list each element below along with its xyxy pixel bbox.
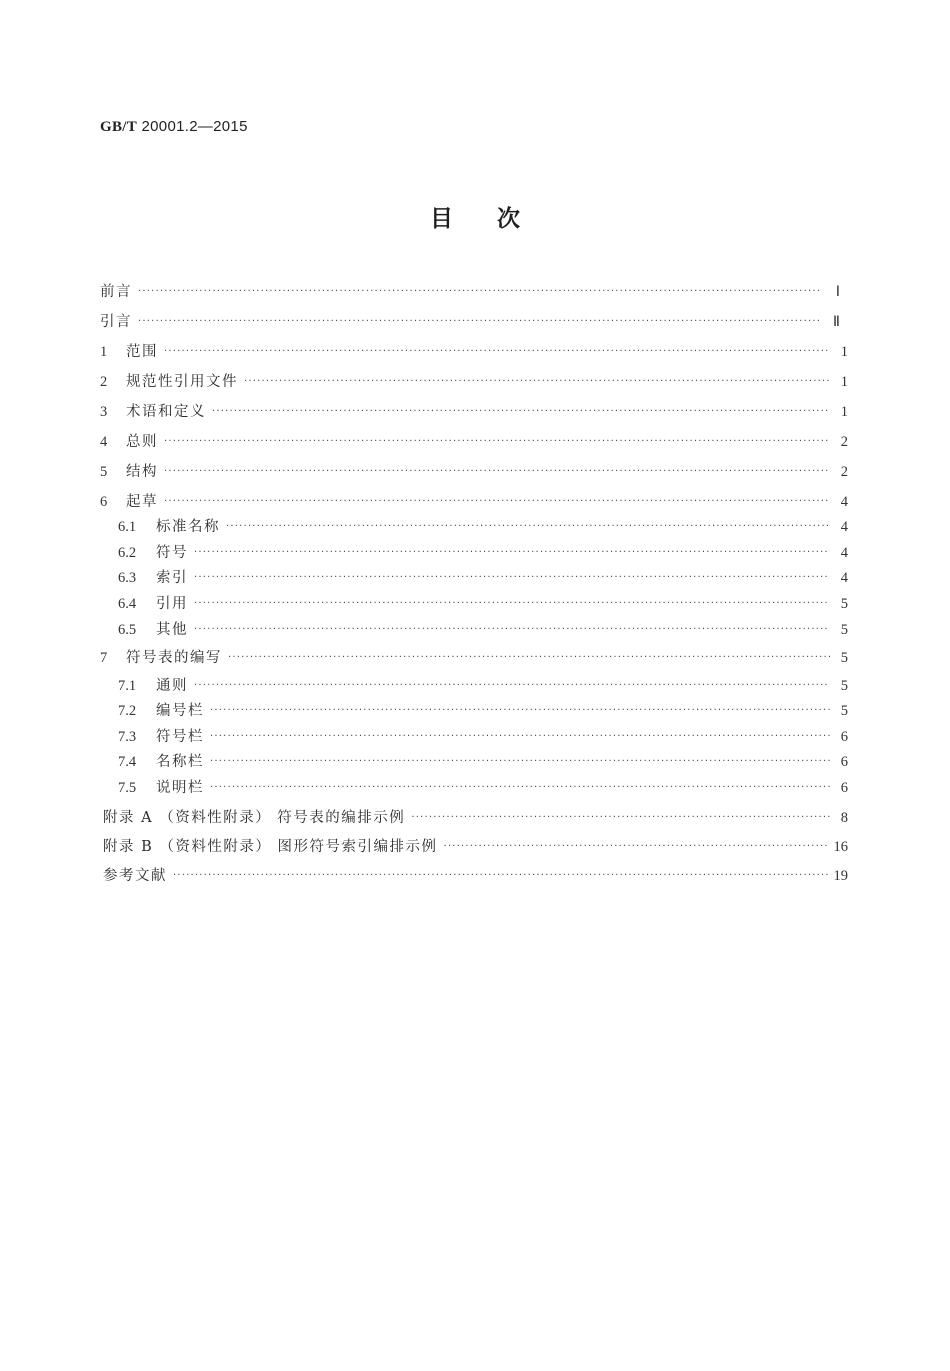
toc-section-number: 6.2: [118, 545, 137, 561]
toc-page-number: 6: [840, 754, 848, 770]
toc-entry-7-1[interactable]: [118, 677, 848, 695]
toc-entry-text: 引言: [100, 314, 132, 330]
toc-entry-text: 结构: [126, 464, 158, 480]
toc-entry-text: 符号栏: [156, 729, 204, 745]
toc-dot-leader: [244, 373, 830, 391]
toc-dot-leader: [173, 867, 828, 885]
toc-section-number: 6.3: [118, 570, 137, 586]
toc-dot-leader: [194, 544, 830, 562]
toc-section-number: 6.4: [118, 596, 137, 612]
toc-page-number: 5: [840, 622, 848, 638]
toc-entry-7-2[interactable]: [118, 702, 848, 720]
toc-entry-3[interactable]: [100, 403, 848, 421]
toc-page-number: 5: [840, 650, 848, 666]
toc-section-number: 6.1: [118, 519, 137, 535]
toc-entry-text: 说明栏: [156, 780, 204, 796]
toc-page-number: 16: [833, 839, 848, 855]
toc-entry-text: 范围: [126, 344, 158, 360]
toc-section-number: 7.1: [118, 678, 137, 694]
toc-entry-7-5[interactable]: [118, 779, 848, 797]
toc-entry-7[interactable]: [100, 649, 848, 667]
toc-entry-text: 符号: [156, 545, 188, 561]
toc-dot-leader: [210, 779, 830, 797]
toc-entry-text: 通则: [156, 678, 188, 694]
toc-section-number: 5: [100, 464, 108, 480]
toc-page-number: 1: [840, 344, 848, 360]
toc-dot-leader: [164, 463, 830, 481]
page-title: 目次: [430, 206, 564, 232]
toc-entry-text: 其他: [156, 622, 188, 638]
toc-page-number: 6: [840, 729, 848, 745]
document-code-prefix: GB/T: [100, 119, 138, 135]
toc-page-number: 8: [840, 810, 848, 826]
toc-entry-6-1[interactable]: [118, 518, 848, 536]
toc-page-number: 5: [840, 703, 848, 719]
toc-entry-text: 术语和定义: [126, 404, 206, 420]
toc-dot-leader: [210, 702, 830, 720]
toc-entry-text: 附录 B （资料性附录） 图形符号索引编排示例: [103, 839, 438, 855]
toc-dot-leader: [194, 569, 830, 587]
toc-page-number: 5: [840, 678, 848, 694]
toc-page-number: Ⅱ: [832, 314, 840, 330]
toc-entry-text: 前言: [100, 284, 132, 300]
toc-entry-introduction[interactable]: [100, 313, 840, 331]
toc-page-number: 1: [840, 404, 848, 420]
toc-entry-text: 起草: [126, 494, 158, 510]
toc-entry-2[interactable]: [100, 373, 848, 391]
toc-page-number: 5: [840, 596, 848, 612]
toc-dot-leader: [194, 621, 830, 639]
toc-dot-leader: [164, 493, 830, 511]
document-code-number: 20001.2—2015: [141, 118, 248, 135]
toc-section-number: 7.3: [118, 729, 137, 745]
toc-entry-text: 编号栏: [156, 703, 204, 719]
toc-dot-leader: [164, 343, 830, 361]
toc-entry-text: 引用: [156, 596, 188, 612]
toc-entry-text: 附录 A （资料性附录） 符号表的编排示例: [103, 810, 406, 826]
toc-dot-leader: [138, 313, 822, 331]
toc-dot-leader: [194, 677, 830, 695]
toc-entry-5[interactable]: [100, 463, 848, 481]
toc-entry-4[interactable]: [100, 433, 848, 451]
toc-section-number: 2: [100, 374, 108, 390]
toc-dot-leader: [194, 595, 830, 613]
toc-section-number: 7.2: [118, 703, 137, 719]
toc-section-number: 4: [100, 434, 108, 450]
toc-page-number: 4: [840, 570, 848, 586]
toc-section-number: 6: [100, 494, 108, 510]
toc-dot-leader: [210, 728, 830, 746]
toc-entry-annex-b[interactable]: [103, 838, 848, 856]
toc-dot-leader: [411, 809, 830, 827]
toc-entry-7-3[interactable]: [118, 728, 848, 746]
toc-dot-leader: [212, 403, 830, 421]
toc-entry-6[interactable]: [100, 493, 848, 511]
toc-section-number: 6.5: [118, 622, 137, 638]
toc-page-number: 4: [840, 494, 848, 510]
toc-page-number: Ⅰ: [835, 284, 840, 300]
toc-page-number: 4: [840, 545, 848, 561]
toc-section-number: 7.4: [118, 754, 137, 770]
toc-entry-bibliography[interactable]: [103, 867, 848, 885]
toc-entry-text: 索引: [156, 570, 188, 586]
toc-entry-6-4[interactable]: [118, 595, 848, 613]
toc-page-number: 2: [840, 464, 848, 480]
toc-entry-6-5[interactable]: [118, 621, 848, 639]
toc-entry-7-4[interactable]: [118, 753, 848, 771]
toc-entry-6-3[interactable]: [118, 569, 848, 587]
toc-section-number: 3: [100, 404, 108, 420]
toc-entry-annex-a[interactable]: [103, 809, 848, 827]
toc-entry-text: 规范性引用文件: [126, 374, 238, 390]
toc-entry-text: 符号表的编写: [126, 650, 222, 666]
toc-page-number: 2: [840, 434, 848, 450]
toc-page-number: 19: [833, 868, 848, 884]
document-code: [100, 118, 248, 136]
toc-entry-text: 标准名称: [156, 519, 220, 535]
toc-entry-6-2[interactable]: [118, 544, 848, 562]
toc-page-number: 4: [840, 519, 848, 535]
toc-section-number: 7: [100, 650, 108, 666]
toc-entry-foreword[interactable]: [100, 283, 840, 301]
toc-entry-1[interactable]: [100, 343, 848, 361]
toc-dot-leader: [164, 433, 830, 451]
toc-dot-leader: [138, 283, 822, 301]
toc-page-number: 6: [840, 780, 848, 796]
toc-entry-text: 总则: [126, 434, 158, 450]
toc-dot-leader: [210, 753, 830, 771]
toc-section-number: 7.5: [118, 780, 137, 796]
toc-entry-text: 参考文献: [103, 868, 167, 884]
toc-entry-text: 名称栏: [156, 754, 204, 770]
toc-section-number: 1: [100, 344, 108, 360]
toc-dot-leader: [228, 649, 830, 667]
toc-dot-leader: [226, 518, 830, 536]
toc-page-number: 1: [840, 374, 848, 390]
toc-dot-leader: [443, 838, 827, 856]
